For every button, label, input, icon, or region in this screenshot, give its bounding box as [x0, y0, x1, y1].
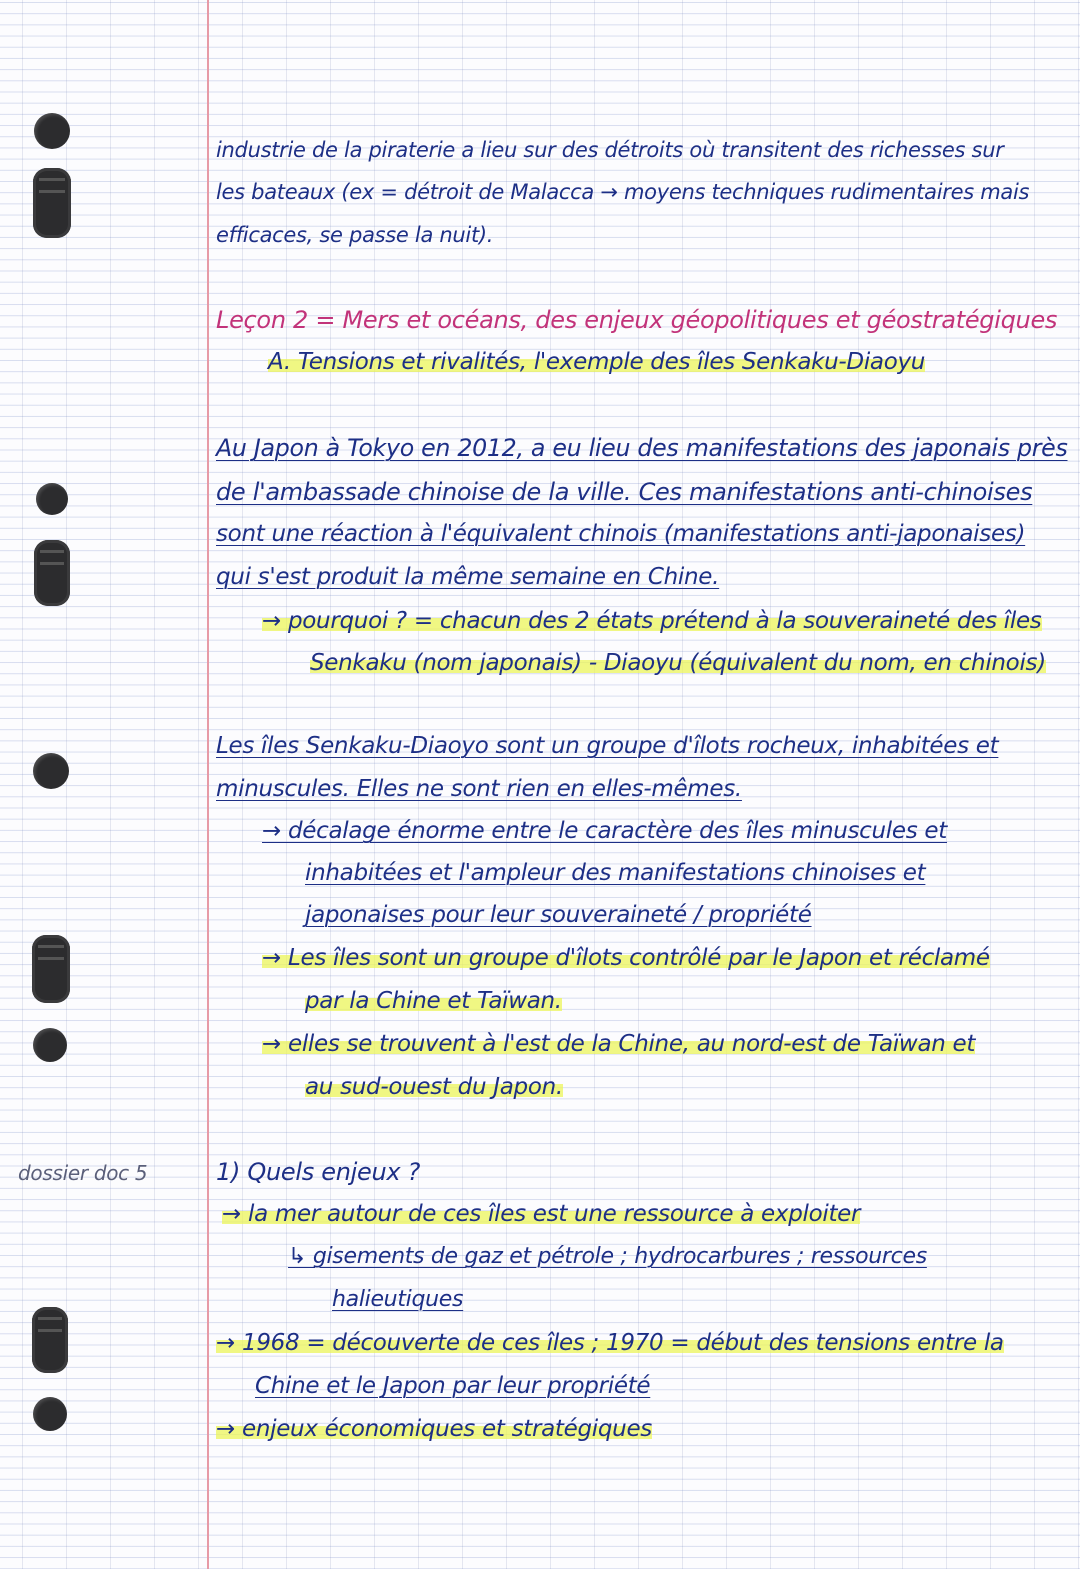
margin-rule — [207, 0, 209, 1569]
binder-slot — [32, 1307, 68, 1373]
paragraph-line: qui s'est produit la même semaine en Chine. — [216, 564, 720, 590]
bullet-line: → enjeux économiques et stratégiques — [216, 1416, 652, 1442]
bullet-line: → 1968 = découverte de ces îles ; 1970 = début des tensions entre la — [216, 1330, 1004, 1356]
bullet-line: japonaises pour leur souveraineté / propriété — [305, 902, 812, 928]
bullet-line: inhabitées et l'ampleur des manifestations chinoises et — [305, 860, 926, 886]
intro-line: efficaces, se passe la nuit). — [216, 223, 494, 247]
binder-hole — [33, 753, 69, 789]
bullet-line: → décalage énorme entre le caractère des îles minuscules et — [262, 818, 948, 844]
intro-line: industrie de la piraterie a lieu sur des détroits où transitent des richesses sur — [216, 138, 1004, 162]
margin-note: dossier doc 5 — [18, 1161, 148, 1185]
bullet-line: par la Chine et Taïwan. — [305, 988, 562, 1014]
bullet-line: Senkaku (nom japonais) - Diaoyu (équivalent du nom, en chinois) — [310, 650, 1046, 676]
paragraph-line: sont une réaction à l'équivalent chinois (manifestations anti-japonaises) — [216, 521, 1026, 547]
paragraph-line: de l'ambassade chinoise de la ville. Ces manifestations anti-chinoises — [216, 478, 1033, 506]
lesson-title: Leçon 2 = Mers et océans, des enjeux géopolitiques et géostratégiques — [216, 306, 1058, 334]
binder-hole — [33, 1397, 67, 1431]
paragraph-line: Au Japon à Tokyo en 2012, a eu lieu des manifestations des japonais près — [216, 434, 1068, 462]
binder-slot — [32, 935, 70, 1003]
binder-hole — [33, 1028, 67, 1062]
binder-slot — [33, 168, 71, 238]
sub-bullet-line: halieutiques — [332, 1287, 464, 1312]
intro-line: les bateaux (ex = détroit de Malacca → moyens techniques rudimentaires mais — [216, 180, 1030, 204]
bullet-line: → pourquoi ? = chacun des 2 états prétend à la souveraineté des îles — [262, 608, 1042, 634]
binder-slot — [34, 540, 70, 606]
bullet-line: → Les îles sont un groupe d'îlots contrôlé par le Japon et réclamé — [262, 945, 990, 971]
section-1-heading: 1) Quels enjeux ? — [216, 1158, 421, 1186]
binder-hole — [36, 483, 68, 515]
binder-hole — [34, 113, 70, 149]
sub-bullet-line: ↳ gisements de gaz et pétrole ; hydrocarbures ; ressources — [288, 1244, 927, 1269]
bullet-line: → la mer autour de ces îles est une ressource à exploiter — [222, 1201, 861, 1227]
bullet-line: → elles se trouvent à l'est de la Chine, au nord-est de Taïwan et — [262, 1031, 976, 1057]
section-a-heading: A. Tensions et rivalités, l'exemple des îles Senkaku-Diaoyu — [268, 349, 926, 375]
bullet-line: au sud-ouest du Japon. — [305, 1074, 563, 1100]
bullet-line: Chine et le Japon par leur propriété — [255, 1373, 651, 1399]
paragraph-line: minuscules. Elles ne sont rien en elles-mêmes. — [216, 776, 742, 802]
paragraph-line: Les îles Senkaku-Diaoyo sont un groupe d'îlots rocheux, inhabitées et — [216, 733, 999, 759]
